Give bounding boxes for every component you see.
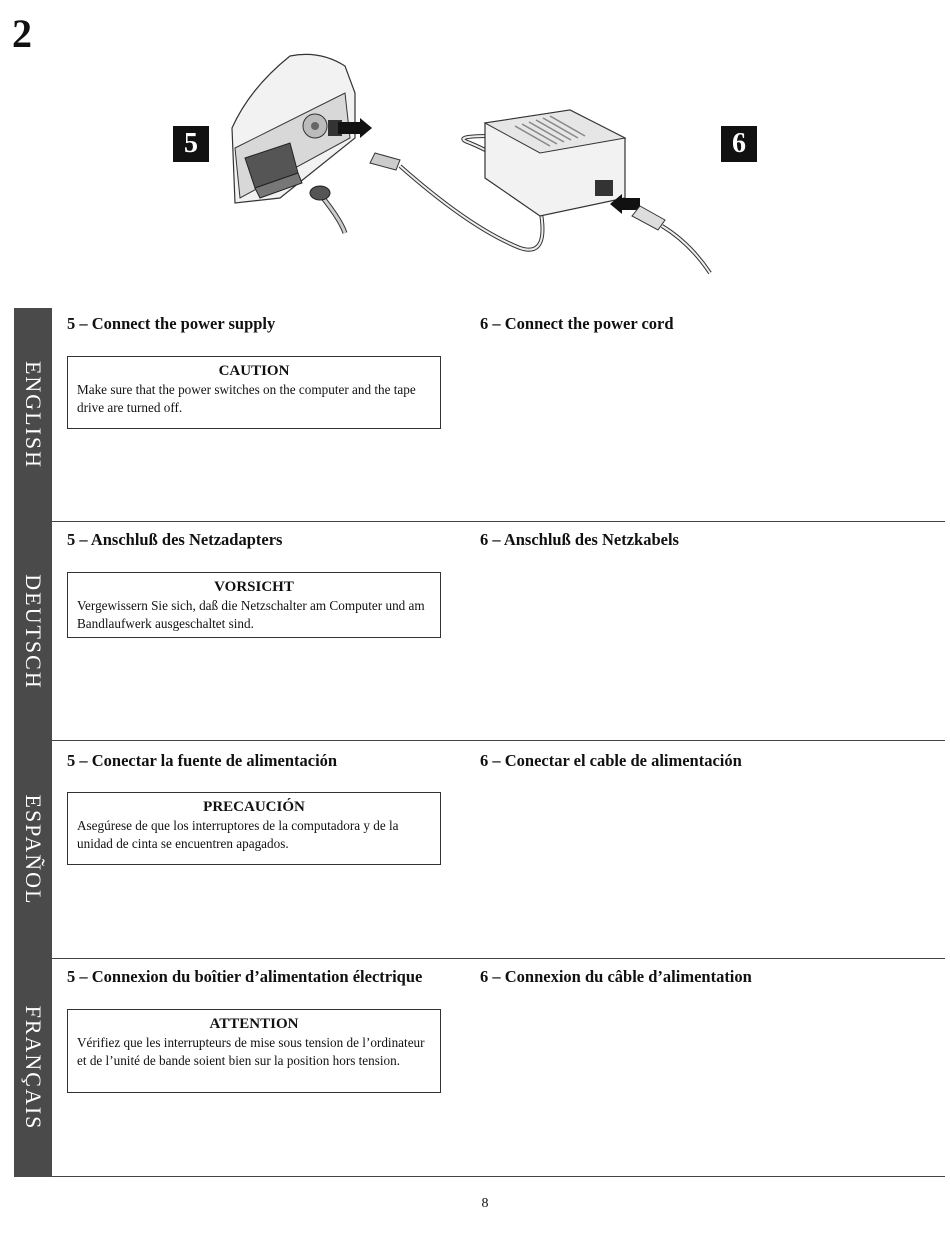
step6-heading: 6 – Anschluß des Netzkabels: [480, 530, 679, 549]
language-label: DEUTSCH: [21, 573, 46, 690]
section-divider: [52, 1176, 945, 1177]
caution-box: [67, 356, 441, 429]
drive-and-power-adapter-drawing: [170, 48, 770, 280]
step6-heading: 6 – Conectar el cable de alimentación: [480, 751, 742, 770]
caution-title: CAUTION: [218, 363, 290, 379]
step5-heading: 5 – Connexion du boîtier d’alimentation électrique: [67, 967, 423, 986]
step-5-badge: 5: [173, 126, 209, 162]
language-tab: [14, 741, 52, 959]
caution-title: PRECAUCIÓN: [203, 799, 305, 815]
step6-heading: 6 – Connexion du câble d’alimentation: [480, 967, 752, 986]
power-connection-illustration: [170, 48, 770, 280]
page-step-number: 2: [12, 11, 32, 56]
language-tab: [14, 308, 52, 522]
page-number: 8: [481, 1196, 489, 1211]
section-english: [14, 308, 945, 522]
caution-text: Make sure that the power switches on the computer and the tape drive are turned off.: [77, 382, 416, 415]
language-label: ESPAÑOL: [21, 794, 46, 906]
caution-text: Vergewissern Sie sich, daß die Netzschalter am Computer und am Bandlaufwerk ausgeschaltet sind.: [77, 598, 425, 631]
step5-heading: 5 – Connect the power supply: [67, 314, 276, 333]
caution-box: [67, 1009, 441, 1093]
step6-heading: 6 – Connect the power cord: [480, 314, 674, 333]
caution-text: Vérifiez que les interrupteurs de mise sous tension de l’ordinateur et de l’unité de bande soient bien sur la position hors tension.: [77, 1035, 425, 1068]
language-tab: [14, 522, 52, 741]
language-label: ENGLISH: [21, 360, 46, 470]
step5-heading: 5 – Conectar la fuente de alimentación: [67, 751, 338, 770]
caution-title: VORSICHT: [214, 579, 294, 595]
section-espanol: [14, 741, 945, 959]
section-deutsch: [14, 522, 945, 741]
step5-heading: 5 – Anschluß des Netzadapters: [67, 530, 283, 549]
caution-text: Asegúrese de que los interruptores de la computadora y de la unidad de cinta se encuentren apagados.: [77, 818, 399, 851]
language-label: FRANÇAIS: [21, 1005, 46, 1131]
caution-box: [67, 572, 441, 638]
section-francais: [14, 959, 945, 1177]
caution-box: [67, 792, 441, 865]
step-6-badge: 6: [721, 126, 757, 162]
caution-title: ATTENTION: [209, 1016, 299, 1032]
language-tab: [14, 959, 52, 1177]
